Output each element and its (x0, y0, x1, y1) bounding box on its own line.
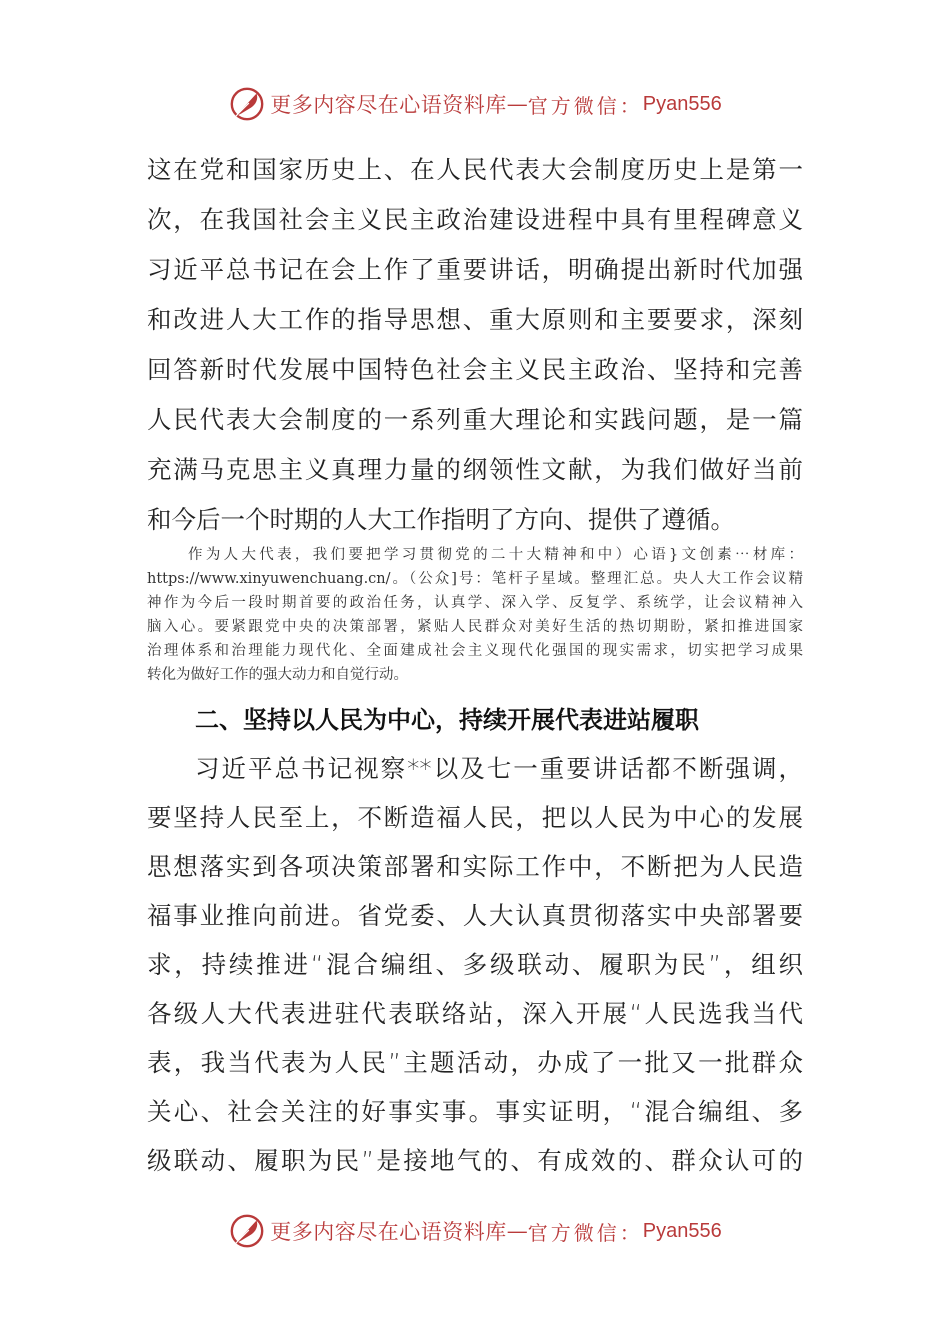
note-line: 作为人大代表，我们要把学习贯彻党的二十大精神和中）心语}文创素⋯材库： (188, 547, 803, 563)
quill-logo-icon (228, 1212, 266, 1250)
paragraph2-line: 表，我当代表为人民”主题活动，办成了一批又一批群众 (147, 1048, 803, 1077)
paragraph1-line: 和改进人大工作的指导思想、重大原则和主要要求，深刻 (147, 305, 803, 334)
note-line: 治理体系和治理能力现代化、全面建成社会主义现代化强国的现实需求，切实把学习成果 (147, 643, 803, 659)
paragraph1-line: 和今后一个时期的人大工作指明了方向、提供了遵循。 (147, 505, 735, 534)
section-heading: 二、坚持以人民为中心，持续开展代表进站履职 (195, 706, 699, 734)
paragraph2-line: 求，持续推进“混合编组、多级联动、履职为民”，组织 (147, 950, 803, 979)
header-watermark (0, 84, 950, 124)
paragraph2-line: 关心、社会关注的好事实事。事实证明，“混合编组、多 (147, 1097, 803, 1126)
paragraph1-line: 充满马克思主义真理力量的纲领性文献，为我们做好当前 (147, 455, 803, 484)
paragraph2-line: 各级人大代表进驻代表联络站，深入开展“人民选我当代 (147, 999, 803, 1028)
watermark-site-text: 更多内容尽在心语资料库 (270, 1220, 507, 1244)
watermark-site-text: 更多内容尽在心语资料库 (270, 93, 507, 117)
paragraph2-line: 福事业推向前进。省党委、人大认真贯彻落实中央部署要 (147, 901, 803, 930)
note-line-with-link: https://www.xinyuwenchuang.cn/。（公众]号：笔杆子星域。整理汇总。央人大工作会议精 (147, 571, 803, 587)
paragraph1-line: 次，在我国社会主义民主政治建设进程中具有里程碑意义 (147, 205, 803, 234)
footer-watermark (0, 1211, 950, 1251)
paragraph2-line: 习近平总书记视察**以及七一重要讲话都不断强调， (195, 754, 803, 783)
paragraph2-line: 要坚持人民至上，不断造福人民，把以人民为中心的发展 (147, 803, 803, 832)
watermark-wechat-id: Pyan556 (642, 1219, 722, 1242)
paragraph1-line: 习近平总书记在会上作了重要讲话，明确提出新时代加强 (147, 255, 803, 284)
note-line: 转化为做好工作的强大动力和自觉行动。 (147, 667, 408, 683)
quill-logo-icon (228, 85, 266, 123)
watermark-label: 官方微信： (527, 1220, 643, 1245)
watermark-separator: — (506, 92, 528, 116)
paragraph1-line: 回答新时代发展中国特色社会主义民主政治、坚持和完善 (147, 355, 803, 384)
note-line: 脑入心。要紧跟党中央的决策部署，紧贴人民群众对美好生活的热切期盼，紧扣推进国家 (147, 619, 803, 635)
watermark-separator: — (506, 1219, 528, 1243)
paragraph2-line: 思想落实到各项决策部署和实际工作中，不断把为人民造 (147, 852, 803, 881)
paragraph1-line: 人民代表大会制度的一系列重大理论和实践问题，是一篇 (147, 405, 803, 434)
paragraph2-line: 级联动、履职为民”是接地气的、有成效的、群众认可的 (147, 1146, 803, 1175)
watermark-wechat-id: Pyan556 (642, 92, 722, 115)
note-line: 神作为今后一段时期首要的政治任务，认真学、深入学、反复学、系统学，让会议精神入 (147, 595, 803, 611)
watermark-label: 官方微信： (527, 93, 643, 118)
paragraph1-line: 这在党和国家历史上、在人民代表大会制度历史上是第一 (147, 155, 803, 184)
